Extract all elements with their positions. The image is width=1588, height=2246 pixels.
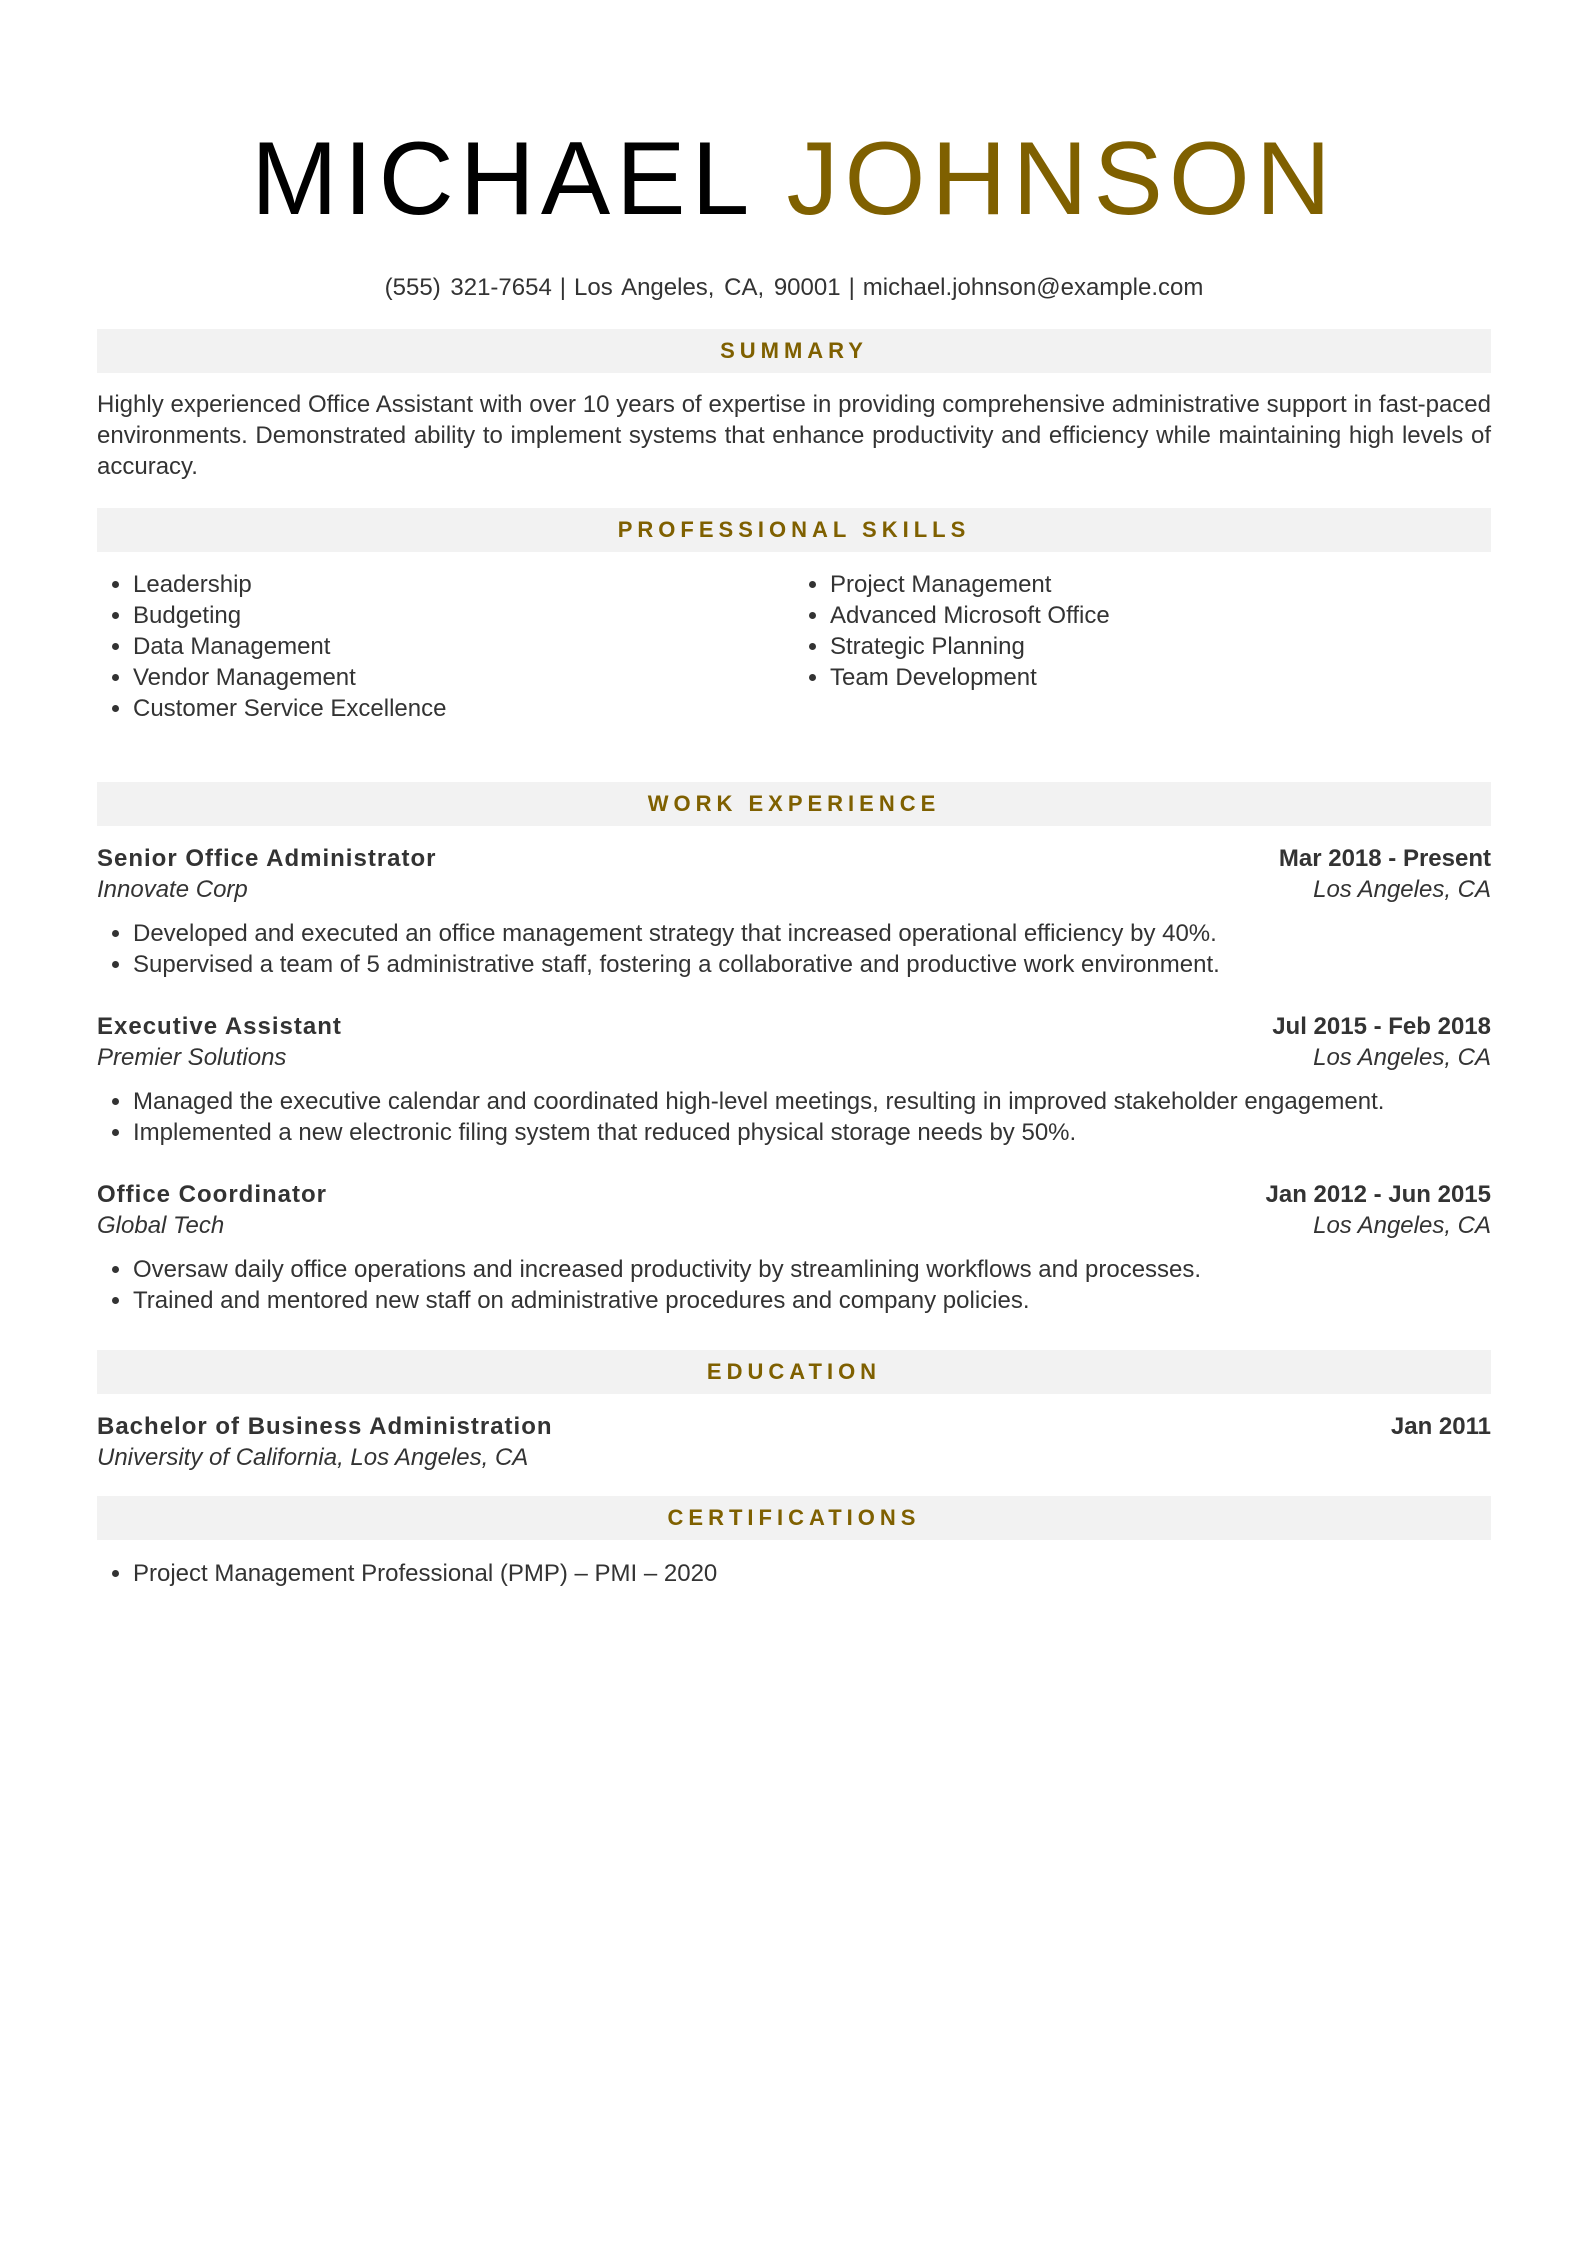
job-bullets	[97, 918, 1491, 980]
work-experience-heading: WORK EXPERIENCE	[97, 782, 1491, 826]
job-title: Executive Assistant	[97, 1013, 342, 1040]
job-bullets	[97, 1254, 1491, 1316]
job-title: Office Coordinator	[97, 1181, 328, 1208]
phone: (555) 321-7654	[384, 274, 552, 301]
skill-item: • Customer Service Excellence	[133, 693, 794, 724]
job-dates: Jan 2012 - Jun 2015	[1265, 1181, 1491, 1208]
job-entry	[97, 843, 1491, 980]
job-location: Los Angeles, CA	[1313, 1044, 1491, 1071]
education-heading: EDUCATION	[97, 1350, 1491, 1394]
skill-item: • Team Development	[830, 662, 1491, 693]
email-link[interactable]: michael.johnson@example.com	[862, 274, 1204, 301]
certifications-list	[97, 1558, 1491, 1589]
skills-list-right	[794, 569, 1491, 724]
certification-item: • Project Management Professional (PMP) – PMI – 2020	[133, 1558, 1491, 1589]
job-dates: Jul 2015 - Feb 2018	[1272, 1013, 1491, 1040]
skills-heading: PROFESSIONAL SKILLS	[97, 508, 1491, 552]
skill-item: • Budgeting	[133, 600, 794, 631]
skill-item: • Strategic Planning	[830, 631, 1491, 662]
graduation-date: Jan 2011	[1390, 1413, 1491, 1440]
degree: Bachelor of Business Administration	[97, 1413, 553, 1440]
job-location: Los Angeles, CA	[1313, 876, 1491, 903]
job-bullet: • Supervised a team of 5 administrative staff, fostering a collaborative and productive work environment.	[133, 949, 1491, 980]
job-company: Premier Solutions	[97, 1044, 287, 1071]
job-company: Global Tech	[97, 1212, 225, 1239]
job-company: Innovate Corp	[97, 876, 248, 903]
skill-item: • Leadership	[133, 569, 794, 600]
summary-text: Highly experienced Office Assistant with over 10 years of expertise in providing comprehensive administrative support in fast-paced environments. Demonstrated ability to implement systems that enhance productivity and efficiency while maintaining high levels of accuracy.	[97, 391, 1491, 480]
last-name: JOHNSON	[786, 121, 1337, 237]
job-bullets	[97, 1086, 1491, 1148]
skills-columns	[97, 569, 1491, 724]
job-location: Los Angeles, CA	[1313, 1212, 1491, 1239]
candidate-name	[97, 0, 1491, 240]
skill-item: • Vendor Management	[133, 662, 794, 693]
skill-item: • Project Management	[830, 569, 1491, 600]
skill-item: • Advanced Microsoft Office	[830, 600, 1491, 631]
job-dates: Mar 2018 - Present	[1278, 845, 1491, 872]
skills-list-left	[97, 569, 794, 724]
certifications-heading: CERTIFICATIONS	[97, 1496, 1491, 1540]
job-bullet: • Oversaw daily office operations and increased productivity by streamlining workflows and processes.	[133, 1254, 1491, 1285]
job-bullet: • Trained and mentored new staff on administrative procedures and company policies.	[133, 1285, 1491, 1316]
skill-item: • Data Management	[133, 631, 794, 662]
separator: |	[559, 274, 567, 301]
job-bullet: • Implemented a new electronic filing system that reduced physical storage needs by 50%.	[133, 1117, 1491, 1148]
job-bullet: • Managed the executive calendar and coordinated high-level meetings, resulting in improved stakeholder engagement.	[133, 1086, 1491, 1117]
first-name: MICHAEL	[251, 121, 752, 237]
job-bullet: • Developed and executed an office management strategy that increased operational efficiency by 40%.	[133, 918, 1491, 949]
job-title: Senior Office Administrator	[97, 845, 437, 872]
separator: |	[848, 274, 855, 301]
job-entry	[97, 1011, 1491, 1148]
contact-line	[97, 272, 1491, 304]
summary-heading: SUMMARY	[97, 329, 1491, 373]
school: University of California, Los Angeles, CA	[97, 1444, 529, 1471]
education-entry	[97, 1411, 1491, 1473]
location: Los Angeles, CA, 90001	[574, 274, 841, 301]
job-entry	[97, 1179, 1491, 1316]
